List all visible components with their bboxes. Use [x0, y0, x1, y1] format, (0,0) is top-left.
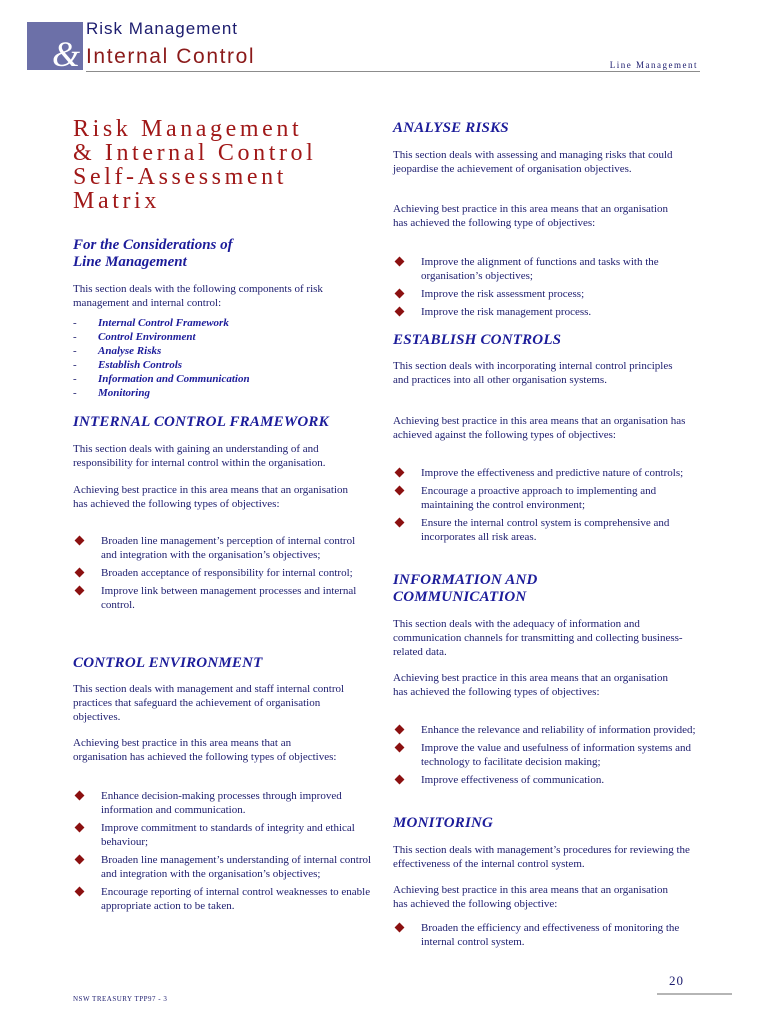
bullet-text: Improve commitment to standards of integrity and ethical behaviour;: [101, 822, 355, 848]
list-item: [393, 723, 708, 737]
bullet-text: Improve link between management processes and internal control.: [101, 585, 357, 611]
header-title-line1: Risk Management: [86, 19, 239, 38]
mon-text2: Achieving best practice in this area means that an organisation has achieved the following objective:: [393, 884, 669, 910]
page-number-rule: [657, 993, 732, 995]
component-label: Analyse Risks: [98, 345, 162, 357]
title-line: & Internal Control: [73, 140, 317, 166]
list-item: [393, 255, 708, 283]
intro-subheading: [73, 237, 383, 271]
component-label: Information and Communication: [98, 373, 250, 385]
ar-bullets: [393, 255, 708, 319]
bullet-text: Ensure the internal control system is comprehensive and incorporates all risk areas.: [421, 517, 670, 543]
diamond-bullet-icon: [75, 855, 85, 865]
list-item: [73, 566, 373, 580]
bullet-text: Broaden the efficiency and effectiveness of monitoring the internal control system.: [421, 922, 680, 948]
list-item: [393, 466, 708, 480]
bullet-text: Broaden line management’s perception of internal control and integration with the organisation’s objectives;: [101, 535, 356, 561]
ce-text2: Achieving best practice in this area means that an organisation has achieved the following types of objectives:: [73, 737, 337, 763]
component-label: Control Environment: [98, 331, 196, 343]
bullet-text: Improve the value and usefulness of information systems and technology to facilitate decision making;: [421, 742, 692, 768]
intro-text: This section deals with the following components of risk management and internal control:: [73, 283, 323, 309]
bullet-text: Encourage a proactive approach to implementing and maintaining the control environment;: [421, 485, 657, 511]
diamond-bullet-icon: [395, 518, 405, 528]
diamond-bullet-icon: [395, 307, 405, 317]
header-section-label: Line Management: [609, 60, 698, 70]
component-label: Establish Controls: [98, 359, 183, 371]
ec-bullets: [393, 466, 708, 544]
bullet-text: Encourage reporting of internal control weaknesses to enable appropriate action to be taken.: [101, 886, 371, 912]
ec-text2: Achieving best practice in this area means that an organisation has achieved against the following types of objectives:: [393, 415, 686, 441]
diamond-bullet-icon: [75, 887, 85, 897]
ic-text2: Achieving best practice in this area means that an organisation has achieved the following types of objectives:: [393, 672, 669, 698]
diamond-bullet-icon: [395, 775, 405, 785]
components-list: [73, 316, 383, 400]
diamond-bullet-icon: [395, 289, 405, 299]
diamond-bullet-icon: [395, 923, 405, 933]
list-item: - Establish Controls: [73, 359, 183, 371]
component-label: Internal Control Framework: [98, 317, 229, 329]
heading-line: INFORMATION AND: [393, 572, 538, 588]
bullet-text: Broaden line management’s understanding of internal control and integration with the organisation’s objectives;: [101, 854, 372, 880]
list-item: [393, 741, 708, 769]
list-item: [73, 584, 373, 612]
icf-text1: This section deals with gaining an understanding of and responsibility for internal control within the organisation.: [73, 443, 326, 469]
list-item: [73, 885, 385, 913]
page-number: 20: [669, 973, 684, 988]
list-item: - Analyse Risks: [73, 345, 162, 357]
diamond-bullet-icon: [75, 823, 85, 833]
ec-text1: This section deals with incorporating internal control principles and practices into all other organisation systems.: [393, 360, 673, 386]
ce-text1: This section deals with management and staff internal control practices that safeguard the achievement of organisation objectives.: [73, 683, 345, 723]
list-item: - Control Environment: [73, 331, 196, 343]
list-item: [73, 789, 385, 817]
bullet-text: Improve the alignment of functions and tasks with the organisation’s objectives;: [421, 256, 659, 282]
ic-bullets: [393, 723, 708, 787]
diamond-bullet-icon: [75, 568, 85, 578]
diamond-bullet-icon: [75, 586, 85, 596]
page-title: [73, 117, 316, 213]
diamond-bullet-icon: [395, 257, 405, 267]
list-item: [393, 287, 708, 301]
diamond-bullet-icon: [75, 791, 85, 801]
mon-bullets: [393, 921, 693, 949]
ar-text2: Achieving best practice in this area means that an organisation has achieved the following type of objectives:: [393, 203, 669, 229]
heading-line: COMMUNICATION: [393, 589, 527, 605]
list-item: - Information and Communication: [73, 373, 250, 385]
bullet-text: Broaden acceptance of responsibility for internal control;: [101, 567, 353, 579]
subhead-line: Line Management: [73, 254, 187, 270]
ar-heading: ANALYSE RISKS: [393, 120, 509, 136]
icf-bullets: [73, 534, 373, 612]
icf-heading: INTERNAL CONTROL FRAMEWORK: [73, 414, 329, 430]
bullet-text: Improve the risk assessment process;: [421, 288, 585, 300]
mon-heading: MONITORING: [393, 815, 494, 831]
list-item: [393, 305, 708, 319]
ic-heading: [393, 572, 708, 606]
title-line: Risk Management: [73, 116, 303, 142]
ce-bullets: [73, 789, 385, 913]
bullet-text: Improve the risk management process.: [421, 306, 592, 318]
ampersand-logo: &: [52, 34, 81, 74]
list-item: [393, 484, 708, 512]
header-rule: [86, 71, 700, 72]
component-label: Monitoring: [98, 387, 150, 399]
diamond-bullet-icon: [395, 725, 405, 735]
bullet-text: Enhance decision-making processes through improved information and communication.: [101, 790, 342, 816]
diamond-bullet-icon: [395, 743, 405, 753]
list-item: - Monitoring: [73, 387, 150, 399]
bullet-text: Improve effectiveness of communication.: [421, 774, 605, 786]
ic-text1: This section deals with the adequacy of information and communication channels for transmitting and collecting business-related data.: [393, 618, 683, 658]
list-item: [73, 853, 385, 881]
list-item: [73, 534, 373, 562]
mon-text1: This section deals with management’s procedures for reviewing the effectiveness of the internal control system.: [393, 844, 690, 870]
ec-heading: ESTABLISH CONTROLS: [393, 332, 562, 348]
list-item: [393, 516, 708, 544]
icf-text2: Achieving best practice in this area means that an organisation has achieved the following types of objectives:: [73, 484, 349, 510]
list-item: [393, 773, 708, 787]
title-line: Self-Assessment: [73, 164, 287, 190]
subhead-line: For the Considerations of: [73, 237, 233, 253]
diamond-bullet-icon: [75, 536, 85, 546]
title-line: Matrix: [73, 188, 160, 214]
ar-text1: This section deals with assessing and managing risks that could jeopardise the achievement of organisation objectives.: [393, 149, 673, 175]
diamond-bullet-icon: [395, 468, 405, 478]
list-item: [73, 821, 385, 849]
diamond-bullet-icon: [395, 486, 405, 496]
list-item: [393, 921, 693, 949]
bullet-text: Improve the effectiveness and predictive nature of controls;: [421, 467, 684, 479]
ce-heading: CONTROL ENVIRONMENT: [73, 655, 263, 671]
footer-publication-id: NSW TREASURY TPP97 - 3: [73, 995, 168, 1003]
list-item: - Internal Control Framework: [73, 317, 229, 329]
bullet-text: Enhance the relevance and reliability of information provided;: [421, 724, 696, 736]
header-title-line2: Internal Control: [86, 45, 256, 68]
